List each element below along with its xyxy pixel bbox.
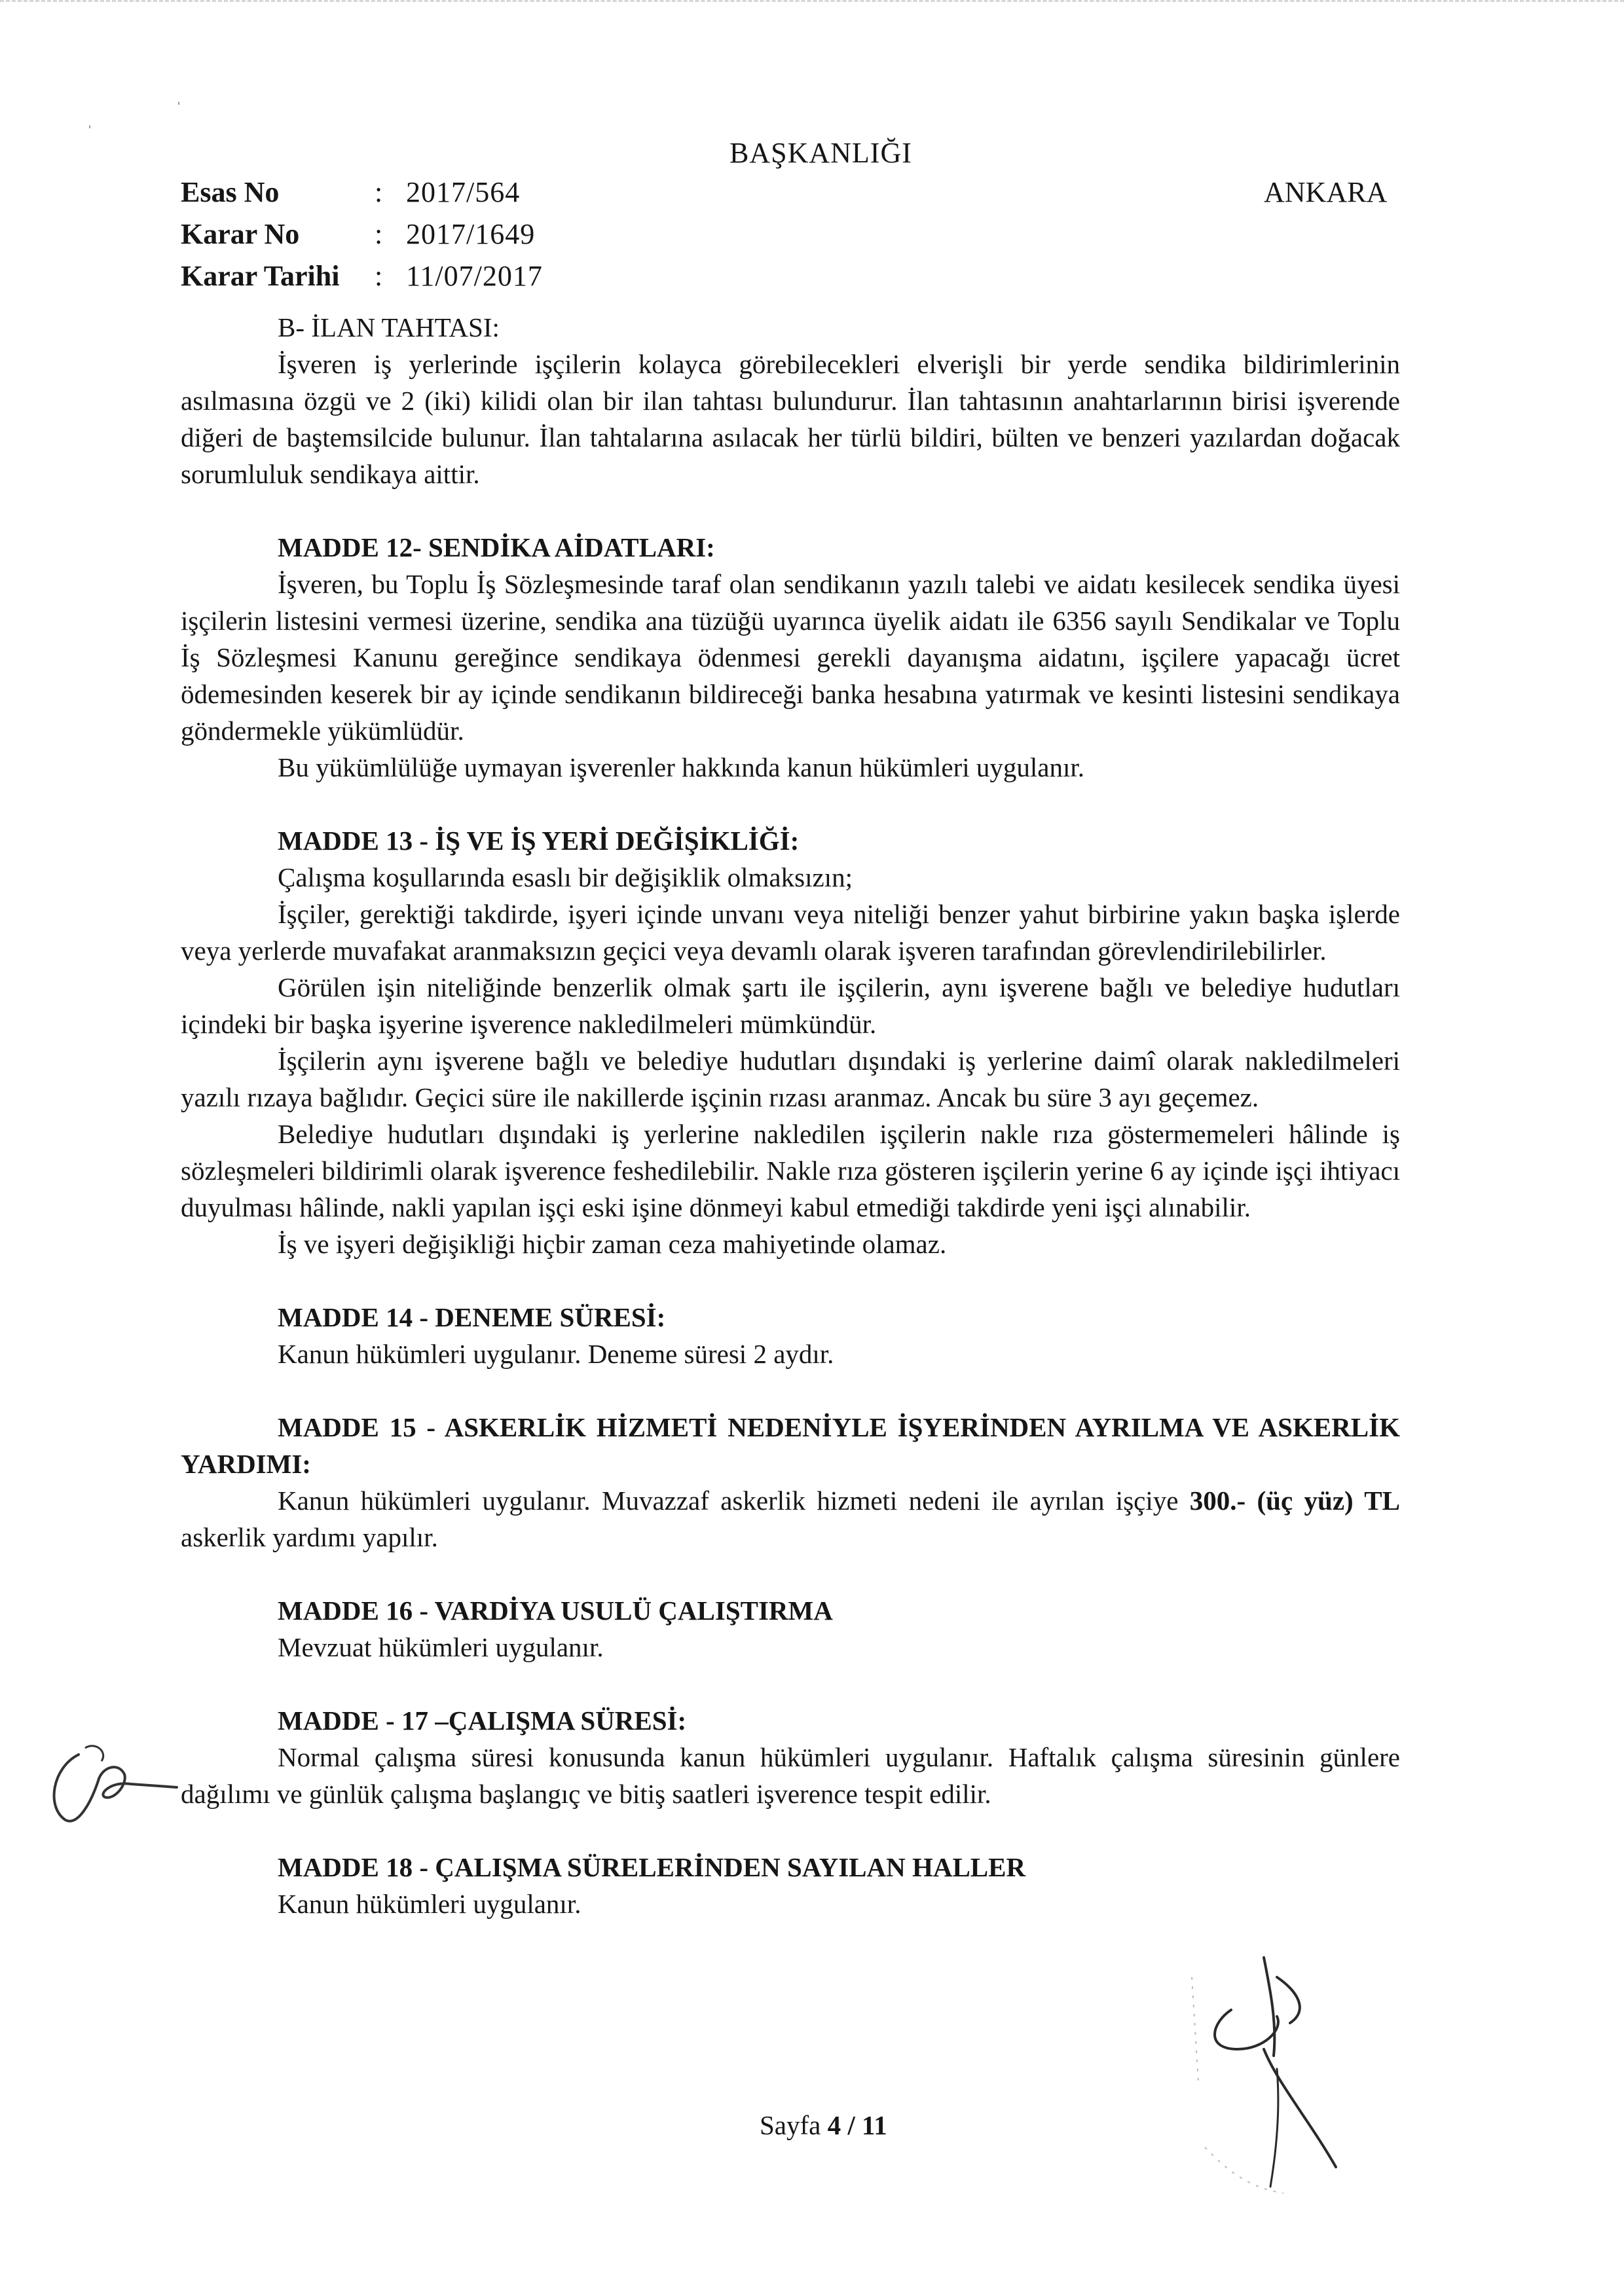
section-heading: MADDE 12- SENDİKA AİDATLARI: xyxy=(278,532,715,562)
document-header xyxy=(0,0,1624,292)
paragraph-text: Kanun hükümleri uygulanır. Muvazzaf askerlik hizmeti nedeni ile ayrılan işçiye xyxy=(278,1485,1190,1516)
meta-separator: : xyxy=(375,260,383,292)
paragraph: İşveren iş yerlerinde işçilerin kolayca görebilecekleri elverişli bir yerde sendika bildirimlerinin asılmasına özgü ve 2 (iki) kilidi olan bir ilan tahtası bulundurur. İlan tahtasının anahtarlarının birisi işverende diğeri de baştemsilcide bulunur. İlan tahtalarına asılacak her türlü bildiri, bülten ve benzeri yazılardan doğacak sorumluluk sendikaya aittir. xyxy=(181,349,1400,489)
meta-label: Karar No xyxy=(181,218,300,250)
paragraph: Kanun hükümleri uygulanır. xyxy=(278,1889,581,1919)
page-prefix: Sayfa xyxy=(760,2110,828,2140)
section-heading: MADDE 18 - ÇALIŞMA SÜRELERİNDEN SAYILAN HALLER xyxy=(278,1852,1026,1882)
handwritten-initials xyxy=(39,1728,183,1840)
meta-separator: : xyxy=(375,176,383,208)
paragraph: Belediye hudutları dışındaki iş yerlerine nakledilen işçilerin nakle rıza göstermemeleri hâlinde iş sözleşmeleri bildirimli olarak işverence feshedilebilir. Nakle rıza gösteren işçilerin yerine 6 ay içinde işçi ihtiyacı duyulması hâlinde, nakli yapılan işçi eski işine dönmeyi kabul etmediği takdirde yeni işçi alınabilir. xyxy=(181,1119,1400,1222)
meta-label: Esas No xyxy=(181,176,280,208)
case-meta xyxy=(181,172,543,297)
paragraph: Çalışma koşullarında esaslı bir değişiklik olmaksızın; xyxy=(278,862,853,892)
section-heading: MADDE 13 - İŞ VE İŞ YERİ DEĞİŞİKLİĞİ: xyxy=(278,826,800,856)
meta-value: 2017/564 xyxy=(406,176,521,208)
amount-emphasis: 300.- (üç yüz) TL xyxy=(1189,1485,1400,1516)
meta-separator: : xyxy=(375,218,383,250)
meta-value: 11/07/2017 xyxy=(406,260,543,292)
paragraph: İşçiler, gerektiği takdirde, işyeri içinde unvanı veya niteliği benzer yahut birbirine yakın başka işlerde veya yerlerde muvafakat aranmaksızın geçici veya devamlı olarak işveren tarafından görevlendirilebilirler. xyxy=(181,899,1400,966)
meta-row-karar xyxy=(181,213,543,255)
section-heading: B- İLAN TAHTASI: xyxy=(278,312,500,342)
meta-value: 2017/1649 xyxy=(406,218,536,250)
section-madde-18 xyxy=(181,1849,1400,1922)
meta-row-tarih xyxy=(181,255,543,297)
section-madde-13 xyxy=(181,822,1400,1262)
document-body xyxy=(181,309,1400,1922)
section-madde-12 xyxy=(181,529,1400,786)
paragraph: İşçilerin aynı işverene bağlı ve belediye hudutları dışındaki iş yerlerine daimî olarak nakledilmeleri yazılı rızaya bağlıdır. Geçici süre ile nakillerde işçinin rızası aranmaz. Ancak bu süre 3 ayı geçemez. xyxy=(181,1046,1400,1112)
section-heading: MADDE 16 - VARDİYA USULÜ ÇALIŞTIRMA xyxy=(278,1595,833,1626)
section-madde-14 xyxy=(181,1299,1400,1372)
paragraph: Görülen işin niteliğinde benzerlik olmak şartı ile işçilerin, aynı işverene bağlı ve belediye hudutları içindeki bir başka işyerine işverence nakledilmeleri mümkündür. xyxy=(181,972,1400,1039)
scan-speck: ˈ xyxy=(175,98,182,120)
section-madde-16 xyxy=(181,1592,1400,1666)
handwritten-signature xyxy=(1113,1951,1388,2226)
section-heading: MADDE - 17 –ÇALIŞMA SÜRESİ: xyxy=(278,1705,687,1736)
paragraph: İşveren, bu Toplu İş Sözleşmesinde taraf olan sendikanın yazılı talebi ve aidatı kesilecek sendika üyesi işçilerin listesini vermesi üzerine, sendika ana tüzüğü uyarınca üyelik aidatı ile 6356 sayılı Sendikalar ve Toplu İş Sözleşmesi Kanunu gereğince sendikaya ödenmesi gerekli dayanışma aidatını, işçilere yapacağı ücret ödemesinden keserek bir ay içinde sendikanın bildireceği banka hesabına yatırmak ve kesinti listesini sendikaya göndermekle yükümlüdür. xyxy=(181,569,1400,746)
page-number xyxy=(760,2109,887,2141)
paragraph: Normal çalışma süresi konusunda kanun hükümleri uygulanır. Haftalık çalışma süresinin günlere dağılımı ve günlük çalışma başlangıç ve bitiş saatleri işverence tespit edilir. xyxy=(181,1742,1400,1809)
paragraph xyxy=(181,1482,1400,1556)
paragraph: İş ve işyeri değişikliği hiçbir zaman ceza mahiyetinde olamaz. xyxy=(278,1229,947,1259)
page-separator: / xyxy=(841,2110,862,2140)
section-ilan-tahtasi xyxy=(181,309,1400,492)
page-current: 4 xyxy=(827,2110,841,2140)
page-total: 11 xyxy=(862,2110,887,2140)
paragraph: Bu yükümlülüğe uymayan işverenler hakkında kanun hükümleri uygulanır. xyxy=(278,752,1085,782)
paragraph: Mevzuat hükümleri uygulanır. xyxy=(278,1632,604,1662)
meta-label: Karar Tarihi xyxy=(181,260,340,292)
institution-title: BAŞKANLIĞI xyxy=(729,137,912,169)
scan-speck: ˈ xyxy=(86,122,93,143)
city-label: ANKARA xyxy=(1264,176,1388,208)
section-madde-15 xyxy=(181,1409,1400,1556)
meta-row-esas xyxy=(181,172,543,213)
section-heading: MADDE 14 - DENEME SÜRESİ: xyxy=(278,1302,666,1332)
paragraph: Kanun hükümleri uygulanır. Deneme süresi 2 aydır. xyxy=(278,1339,834,1369)
section-madde-17 xyxy=(181,1702,1400,1812)
paragraph-text: askerlik yardımı yapılır. xyxy=(181,1522,438,1552)
section-heading: MADDE 15 - ASKERLİK HİZMETİ NEDENİYLE İŞYERİNDEN AYRILMA VE ASKERLİK YARDIMI: xyxy=(181,1412,1400,1479)
